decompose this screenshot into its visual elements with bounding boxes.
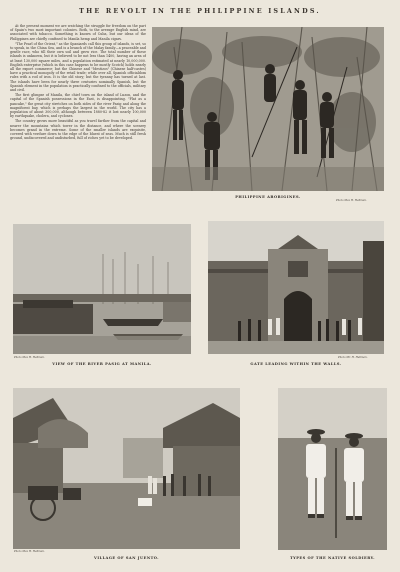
- credit-village: Photo Max H. Heilman.: [14, 550, 45, 553]
- photo-river: [13, 224, 191, 354]
- photo-soldiery: [278, 388, 387, 550]
- soldiers-illustration: [278, 388, 387, 550]
- caption-soldiery: TYPES OF THE NATIVE SOLDIERY.: [289, 556, 376, 560]
- caption-river: VIEW OF THE RIVER PASIG AT MANILA.: [52, 362, 152, 366]
- article-paragraph: The country grows more beautiful as you travel farther from the capital and nearer the mountains which tower in the distance, and where the scenery becomes grand in the extreme. Some of the smaller islands are exquisite, covered with verdure down to the edge of the bluest of seas. Much is still fresh ground, undiscovered and undisturbed, full of riches yet to be developed.: [10, 119, 146, 141]
- caption-aborigines: PHILIPPINE ABORIGINES.: [235, 195, 301, 199]
- credit-river: Photo Max H. Heilman.: [14, 356, 45, 359]
- photo-gate: [208, 221, 384, 354]
- caption-village: VILLAGE OF SAN JUENTO.: [94, 556, 159, 560]
- village-illustration: [13, 388, 240, 549]
- credit-gate: Photo Mr. H. Heilman.: [338, 356, 368, 359]
- credit-aborigines: Photo Max H. Heilman.: [336, 199, 367, 202]
- photo-village: [13, 388, 240, 549]
- jungle-illustration: [152, 27, 384, 191]
- article-text: [10, 24, 146, 214]
- caption-gate: GATE LEADING WITHIN THE WALLS.: [250, 362, 342, 366]
- photo-aborigines: [152, 27, 384, 191]
- article-paragraph: "The Pearl of the Orient," as the Spaniards call this group of islands, is set, so to speak, in the China Sea, and is a branch of the Malay family—a peaceable and gentle race, who till their own soil and grow rice. The total number of these islands is unknown, but it is believed to be not less than 1400, having an area of at least 130,000 square miles, and a population estimated at nearly 10,000,000. English enterprise (which in this case happens to be mostly Scotch) holds nearly all the export commerce; but the Chinese and "Mestizos" (Chinese half-castes) have a practical monopoly of the retail trade; while over all, Spanish officialdom rules with a rod of iron. It is the old story; but the tyranny has turned at last. The islands have been for nearly three centuries nominally Spanish, but the Spanish element in the population is practically confined to the officials, military and civil.: [10, 41, 146, 93]
- gate-illustration: [208, 221, 384, 354]
- page-title: THE REVOLT IN THE PHILIPPINE ISLANDS.: [79, 7, 321, 15]
- article-paragraph: The first glimpse of Manila, the chief town on the island of Luzon, and the capital of the Spanish possessions in the East, is disappointing. "Flat as a pancake," the great city stretches on both sides of the river Pasig and along the magnificent bay, which is perhaps the largest in the world. The city has a population of about 300,000, although between 1880-82 it lost nearly 100,000 by earthquake, cholera, and cyclones.: [10, 93, 146, 119]
- river-illustration: [13, 224, 191, 354]
- article-paragraph: At the present moment we are watching the struggle for freedom on the part of Spain's two most important colonies. Both, to the average English mind, are associated with tobacco. Something is known of Cuba, but our ideas of the Philippines are chiefly confined to Manila hemp and Manila cigars.: [10, 24, 146, 41]
